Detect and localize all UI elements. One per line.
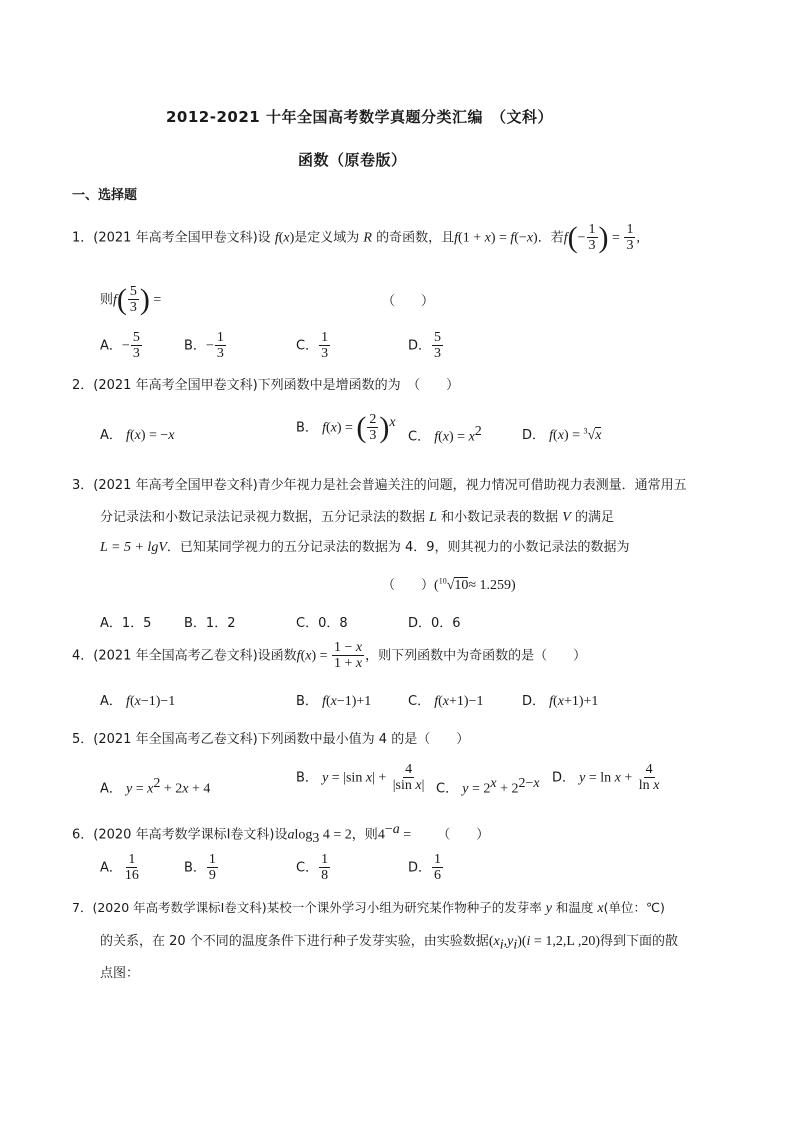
q4-option-c-label: C． (408, 694, 431, 709)
q2-option-d[interactable]: D． f(x) = $^3$√x (522, 426, 602, 443)
q6-option-d[interactable] (408, 852, 444, 884)
q1-text-1: 设 (257, 230, 271, 246)
q1-source: (2021 年高考全国甲卷文科) (93, 230, 258, 246)
q5-option-c-label: C． (436, 781, 459, 797)
q2-option-a[interactable]: A． f(x) = −x (100, 428, 175, 443)
q3-text-3: ．已知某同学视力的五分记录法的数据为 4．9，则其视力的小数记录法的数据为 (166, 540, 630, 555)
q4-option-a-label: A． (100, 694, 122, 709)
q6-c-den: 8 (321, 868, 329, 884)
q6-a-den: 16 (124, 868, 139, 884)
q2-option-a-label: A． (100, 428, 122, 443)
question-2-stem (72, 378, 459, 394)
section-heading: 一、选择题 (72, 188, 138, 203)
q3-option-d[interactable]: D．0．6 (408, 616, 461, 631)
q4-text-1: 设函数 (257, 648, 297, 664)
q1-text-4: 的奇函数，且 (376, 230, 455, 246)
question-3-hint: （ ）($^{10}$√10≈ 1.259) (382, 576, 516, 593)
q4-option-c[interactable]: C． f(x+1)−1 (408, 694, 484, 709)
page-title: 2012-2021 十年全国高考数学真题分类汇编 （文科） (166, 108, 553, 126)
q6-number: 6． (72, 827, 94, 843)
q3-answer-blank: （ ） (382, 578, 435, 593)
q6-d-num: 1 (434, 852, 442, 867)
q4-number: 4． (72, 648, 94, 664)
q4-option-d[interactable]: D． f(x+1)+1 (522, 694, 599, 709)
question-3-line1 (72, 474, 687, 493)
q6-b-den: 9 (208, 868, 216, 884)
q6-option-b[interactable] (184, 852, 219, 884)
q5-text: 下列函数中最小值为 4 的是（ ） (257, 732, 470, 747)
q6-d-den: 6 (434, 868, 442, 884)
q3-text-2b: 和小数记录表的数据 (441, 510, 559, 525)
question-3-line3 (100, 536, 630, 556)
q7-var-y: y (545, 901, 552, 916)
q6-option-b-label: B． (184, 860, 206, 876)
q2-option-d-label: D． (522, 428, 546, 443)
q1-option-a[interactable]: A．− $\frac{5}{3}$ (100, 330, 140, 362)
q6-answer-blank: （ ） (437, 827, 490, 843)
q6-text-2: ，则 (351, 827, 378, 843)
q7-text-1b: 和温度 (555, 900, 594, 915)
q6-c-num: 1 (321, 852, 329, 867)
q3-text-1: 青少年视力是社会普遍关注的问题，视力情况可借助视力表测量．通常用五 (257, 478, 687, 493)
q3-text-2c: 的满足 (574, 510, 614, 525)
q1-option-c[interactable]: C． $\frac{1}{3}$ (296, 330, 329, 362)
q6-option-c-label: C． (296, 860, 319, 876)
question-3-line2 (100, 506, 614, 526)
q5-option-a[interactable]: A． $y = x^2 + 2x + 4$ (100, 776, 211, 797)
q5-option-d[interactable]: D． y = ln x + $\frac{4}{\text{ln x}}$ (552, 762, 660, 794)
q5-number: 5． (72, 732, 94, 747)
q3-option-c[interactable]: C．0．8 (296, 616, 348, 631)
q5-source: (2021 年全国高考乙卷文科) (93, 732, 258, 747)
q1-option-c-label: C． (296, 338, 319, 354)
q4-option-b-label: B． (296, 694, 318, 709)
question-5-stem (72, 728, 469, 747)
q7-text-2b: 得到下面的散 (600, 934, 679, 949)
q4-option-b[interactable]: B． f(x−1)+1 (296, 694, 372, 709)
question-7-line3: 点图： (100, 966, 140, 981)
q3-text-2a: 分记录法和小数记录法记录视力数据，五分记录法的数据 (100, 510, 426, 525)
q5-option-c[interactable]: C． $y = 2^x + 2^{2-x}$ (436, 776, 540, 797)
q3-number: 3． (72, 478, 94, 493)
q3-source: (2021 年高考全国甲卷文科) (93, 478, 258, 493)
q3-formula: L = 5 + lgV (100, 540, 167, 555)
q1-text-2: 是定义域为 (294, 230, 360, 246)
q7-text-1a: 某校一个课外学习小组为研究某作物种子的发芽率 (266, 900, 542, 915)
q4-source: (2021 年全国高考乙卷文科) (93, 648, 258, 664)
q7-text-1c: (单位：℃) (603, 900, 665, 915)
question-1-stem: 1．(2021 年高考全国甲卷文科)设 f(x)是定义域为 R 的奇函数，且f(1 + x) = f(−x)．若f(− $\frac{1}{3}$ ) = $\frac{1}{3}$ , (72, 220, 640, 254)
q5-option-b-label: B． (296, 770, 318, 786)
q4-option-a[interactable]: A． f(x−1)−1 (100, 694, 176, 709)
q1-option-d-label: D． (408, 338, 432, 354)
page-subtitle: 函数（原卷版） (298, 151, 407, 169)
q6-option-d-label: D． (408, 860, 432, 876)
q7-text-2a: 的关系，在 20 个不同的温度条件下进行种子发芽实验，由实验数据 (100, 934, 489, 949)
q6-option-a[interactable] (100, 852, 142, 884)
q3-approx: ≈ 1.259) (468, 578, 516, 593)
q3-option-a[interactable]: A．1．5 (100, 616, 152, 631)
q2-option-c[interactable]: C． $f(x) = x^2$ (408, 424, 482, 445)
q2-option-b[interactable]: B． f(x) = ( $\frac{2}{3}$ )$^x$ (296, 410, 396, 444)
q1-answer-blank: （ ） (382, 294, 435, 309)
q4-option-d-label: D． (522, 694, 546, 709)
question-7-line2: 的关系，在 20 个不同的温度条件下进行种子发芽实验，由实验数据$(x_i,y_i)(i = 1,2,L$ ,20)得到下面的散 (100, 934, 679, 953)
q6-a-num: 1 (128, 852, 136, 867)
q6-source: (2020 年高考数学课标Ⅰ卷文科) (93, 827, 275, 843)
q6-option-c[interactable] (296, 852, 331, 884)
q1-option-a-label: A． (100, 338, 122, 354)
q5-option-d-label: D． (552, 770, 576, 786)
question-1-line2: 则f( $\frac{5}{3}$ ) = (100, 282, 162, 316)
q6-option-a-label: A． (100, 860, 122, 876)
q7-number: 7． (72, 900, 93, 915)
q1-option-b[interactable]: B．− $\frac{1}{3}$ (184, 330, 224, 362)
q1-then: 则 (100, 292, 114, 308)
q2-option-b-label: B． (296, 420, 318, 436)
q1-option-d[interactable]: D． $\frac{5}{3}$ (408, 330, 442, 362)
q6-text-1: 设 (274, 827, 288, 843)
question-6-stem: 6．(2020 年高考数学课标Ⅰ卷文科)设alog$_3$ 4 = 2，则$4^{-a}$ = （ ） (72, 822, 490, 846)
q2-number: 2． (72, 378, 94, 393)
q7-var-x: x (597, 901, 604, 916)
q6-b-num: 1 (208, 852, 216, 867)
q1-number: 1． (72, 230, 94, 246)
q3-var-v: V (562, 510, 571, 525)
q1-text-5: ．若 (537, 230, 564, 246)
q7-source: (2020 年高考数学课标Ⅰ卷文科) (92, 900, 267, 915)
q1-var-r: R (363, 230, 372, 246)
q4-text-2: ，则下列函数中为奇函数的是（ ） (365, 648, 587, 664)
q3-var-l: L (429, 510, 437, 525)
question-4-stem: 4．(2021 年全国高考乙卷文科)设函数f(x) = $\frac{1 - x}{1 + x}$ ，则下列函数中为奇函数的是（ ） (72, 640, 587, 672)
q2-source: (2021 年高考全国甲卷文科) (93, 378, 258, 393)
q2-text: 下列函数中是增函数的为 （ ） (257, 378, 460, 393)
q1-option-b-label: B． (184, 338, 206, 354)
question-7-line1 (72, 898, 665, 917)
q3-option-b[interactable]: B．1．2 (184, 616, 236, 631)
q2-option-c-label: C． (408, 429, 431, 445)
q5-option-b[interactable]: B． y = |sin x| + $\frac{4}{\text{|sin x|}}$ (296, 762, 425, 794)
q5-option-a-label: A． (100, 781, 122, 797)
